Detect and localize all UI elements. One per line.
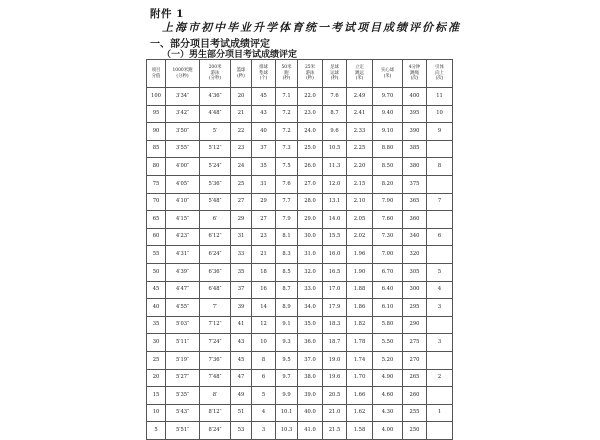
table-cell: 23 — [252, 228, 276, 246]
table-cell: 29 — [231, 211, 252, 229]
table-cell: 1.90 — [347, 263, 373, 281]
table-cell: 4′00″ — [166, 158, 200, 176]
table-row — [147, 281, 453, 299]
table-cell: 8′ — [200, 387, 231, 405]
table-cell: 22.0 — [298, 88, 323, 106]
table-cell: 18.7 — [323, 334, 347, 352]
table-cell: 8.3 — [276, 246, 298, 264]
table-cell: 4 — [427, 281, 453, 299]
column-header: 引体 向上 (次) — [427, 60, 453, 88]
table-cell: 6′12″ — [200, 228, 231, 246]
table-cell — [427, 211, 453, 229]
table-cell: 3′55″ — [166, 140, 200, 158]
table-cell: 2.10 — [347, 193, 373, 211]
table-cell: 8.9 — [276, 299, 298, 317]
column-header: 足球 运球 (秒) — [323, 60, 347, 88]
table-cell: 49 — [231, 387, 252, 405]
table-row — [147, 211, 453, 229]
table-cell: 8.5 — [276, 263, 298, 281]
table-cell: 3 — [427, 299, 453, 317]
table-cell: 7′48″ — [200, 369, 231, 387]
table-cell: 4′10″ — [166, 193, 200, 211]
table-cell: 45 — [231, 351, 252, 369]
table-cell: 5.20 — [373, 351, 403, 369]
table-cell: 25 — [231, 175, 252, 193]
table-cell: 16.5 — [323, 263, 347, 281]
table-cell: 3 — [427, 334, 453, 352]
column-header: 排球 垫球 (个) — [252, 60, 276, 88]
table-row — [147, 105, 453, 123]
table-cell: 5′27″ — [166, 369, 200, 387]
table-cell: 7.6 — [323, 88, 347, 106]
table-cell: 27.0 — [298, 175, 323, 193]
table-cell: 5′24″ — [200, 158, 231, 176]
table-cell: 27 — [231, 193, 252, 211]
table-cell: 1.74 — [347, 351, 373, 369]
table-cell: 9.7 — [276, 369, 298, 387]
score-cell: 25 — [147, 351, 166, 369]
table-cell: 13.1 — [323, 193, 347, 211]
table-cell: 7′36″ — [200, 351, 231, 369]
table-cell: 29 — [252, 193, 276, 211]
table-cell: 385 — [403, 140, 427, 158]
table-cell: 7.6 — [276, 175, 298, 193]
table-cell: 41 — [231, 316, 252, 334]
table-cell: 10.5 — [323, 140, 347, 158]
table-cell: 17.9 — [323, 299, 347, 317]
table-cell: 18 — [252, 263, 276, 281]
table-cell: 1.96 — [347, 246, 373, 264]
table-cell: 7.30 — [373, 228, 403, 246]
table-cell — [427, 246, 453, 264]
score-cell: 50 — [147, 263, 166, 281]
table-cell: 6.10 — [373, 299, 403, 317]
table-cell: 7.1 — [276, 88, 298, 106]
table-cell: 260 — [403, 387, 427, 405]
table-cell: 390 — [403, 123, 427, 141]
table-cell: 4′15″ — [166, 211, 200, 229]
score-cell: 70 — [147, 193, 166, 211]
table-cell: 37 — [231, 281, 252, 299]
table-cell — [427, 387, 453, 405]
table-cell: 4′36″ — [200, 88, 231, 106]
table-cell: 9.3 — [276, 334, 298, 352]
table-cell: 45 — [252, 88, 276, 106]
table-cell: 8.7 — [276, 281, 298, 299]
table-cell: 25.0 — [298, 140, 323, 158]
table-body — [147, 88, 453, 440]
table-cell: 10.3 — [276, 422, 298, 440]
table-cell: 28.0 — [298, 193, 323, 211]
table-cell: 7′24″ — [200, 334, 231, 352]
table-cell: 6.70 — [373, 263, 403, 281]
table-cell — [427, 351, 453, 369]
table-cell: 1.82 — [347, 316, 373, 334]
column-header: 200米 游泳 (分秒) — [200, 60, 231, 88]
table-row — [147, 369, 453, 387]
table-cell: 1.88 — [347, 281, 373, 299]
table-cell: 300 — [403, 281, 427, 299]
table-cell: 41.0 — [298, 422, 323, 440]
table-cell: 22 — [231, 123, 252, 141]
table-cell: 47 — [231, 369, 252, 387]
table-cell: 7′12″ — [200, 316, 231, 334]
table-cell: 20.5 — [323, 387, 347, 405]
attachment-label: 附件 1 — [150, 8, 184, 20]
table-cell: 18.3 — [323, 316, 347, 334]
table-row — [147, 228, 453, 246]
table-cell: 16.0 — [323, 246, 347, 264]
table-cell: 16 — [252, 281, 276, 299]
column-header: 篮球 (秒) — [231, 60, 252, 88]
table-cell: 7′ — [200, 299, 231, 317]
table-cell: 6 — [252, 369, 276, 387]
table-cell: 340 — [403, 228, 427, 246]
score-cell: 65 — [147, 211, 166, 229]
table-cell: 4.60 — [373, 387, 403, 405]
score-cell: 95 — [147, 105, 166, 123]
table-cell: 7 — [427, 193, 453, 211]
table-row — [147, 123, 453, 141]
table-cell: 290 — [403, 316, 427, 334]
table-cell — [427, 316, 453, 334]
table-cell: 2.49 — [347, 88, 373, 106]
table-cell: 9.40 — [373, 105, 403, 123]
table-cell: 380 — [403, 158, 427, 176]
table-row — [147, 299, 453, 317]
column-header: 1000米跑 (分秒) — [166, 60, 200, 88]
column-header: 4分钟 跳绳 (次) — [403, 60, 427, 88]
table-cell: 30.0 — [298, 228, 323, 246]
column-header: 实心球 (米) — [373, 60, 403, 88]
table-cell: 32.0 — [298, 263, 323, 281]
table-cell: 1.66 — [347, 387, 373, 405]
table-cell: 3′50″ — [166, 123, 200, 141]
table-cell: 8.80 — [373, 140, 403, 158]
table-cell: 5.80 — [373, 316, 403, 334]
table-cell: 270 — [403, 351, 427, 369]
table-cell: 8 — [252, 351, 276, 369]
table-cell: 26.0 — [298, 158, 323, 176]
table-row — [147, 88, 453, 106]
table-cell: 2.02 — [347, 228, 373, 246]
table-cell: 20 — [231, 88, 252, 106]
table-cell: 8 — [427, 158, 453, 176]
table-cell: 7.2 — [276, 123, 298, 141]
table-cell: 6′ — [200, 211, 231, 229]
table-cell: 365 — [403, 193, 427, 211]
table-cell: 33 — [231, 246, 252, 264]
table-cell: 4′05″ — [166, 175, 200, 193]
table-cell: 5′19″ — [166, 351, 200, 369]
table-cell: 4′47″ — [166, 281, 200, 299]
table-cell: 19.6 — [323, 369, 347, 387]
table-cell: 8′24″ — [200, 422, 231, 440]
table-cell: 1.62 — [347, 404, 373, 422]
table-cell: 295 — [403, 299, 427, 317]
table-cell: 8′12″ — [200, 404, 231, 422]
table-cell: 31 — [252, 175, 276, 193]
table-cell: 35 — [252, 158, 276, 176]
score-cell: 55 — [147, 246, 166, 264]
table-cell: 4′23″ — [166, 228, 200, 246]
table-cell: 5′36″ — [200, 175, 231, 193]
table-cell: 4′48″ — [200, 105, 231, 123]
table-cell: 6 — [427, 228, 453, 246]
table-cell: 27 — [252, 211, 276, 229]
table-cell: 395 — [403, 105, 427, 123]
table-cell: 5′51″ — [166, 422, 200, 440]
table-row — [147, 140, 453, 158]
table-cell: 23.0 — [298, 105, 323, 123]
table-cell: 5′03″ — [166, 316, 200, 334]
column-header: 50米 跑 (秒) — [276, 60, 298, 88]
table-cell — [427, 422, 453, 440]
table-cell: 2.25 — [347, 140, 373, 158]
score-table — [146, 59, 453, 440]
table-cell: 31 — [231, 228, 252, 246]
table-cell: 10 — [427, 105, 453, 123]
table-cell: 34.0 — [298, 299, 323, 317]
table-cell: 5′43″ — [166, 404, 200, 422]
score-cell: 100 — [147, 88, 166, 106]
table-cell: 9.70 — [373, 88, 403, 106]
table-cell: 1.86 — [347, 299, 373, 317]
table-cell: 8.20 — [373, 175, 403, 193]
table-cell: 39.0 — [298, 387, 323, 405]
table-cell: 11 — [427, 88, 453, 106]
table-cell: 12 — [252, 316, 276, 334]
score-cell: 35 — [147, 316, 166, 334]
table-cell: 275 — [403, 334, 427, 352]
table-cell: 5′35″ — [166, 387, 200, 405]
table-cell: 2.15 — [347, 175, 373, 193]
table-cell: 2.41 — [347, 105, 373, 123]
table-cell: 7.00 — [373, 246, 403, 264]
table-row — [147, 193, 453, 211]
table-cell: 10.1 — [276, 404, 298, 422]
table-cell: 1.70 — [347, 369, 373, 387]
table-row — [147, 404, 453, 422]
table-cell: 10 — [252, 334, 276, 352]
table-cell: 43 — [231, 334, 252, 352]
table-cell: 1 — [427, 404, 453, 422]
table-cell: 14 — [252, 299, 276, 317]
table-cell: 14.0 — [323, 211, 347, 229]
section-heading: 一、部分项目考试成绩评定 — [150, 39, 270, 50]
table-cell: 38.0 — [298, 369, 323, 387]
table-cell: 21.0 — [323, 404, 347, 422]
table-cell: 5.50 — [373, 334, 403, 352]
table-cell: 5′12″ — [200, 140, 231, 158]
table-cell: 37.0 — [298, 351, 323, 369]
table-cell: 39 — [231, 299, 252, 317]
table-cell: 3′42″ — [166, 105, 200, 123]
table-cell: 35 — [231, 263, 252, 281]
table-cell: 37 — [252, 140, 276, 158]
table-cell: 9.6 — [323, 123, 347, 141]
table-cell: 7.7 — [276, 193, 298, 211]
table-cell: 265 — [403, 369, 427, 387]
table-cell: 2 — [427, 369, 453, 387]
table-cell: 35.0 — [298, 316, 323, 334]
table-cell: 3′34″ — [166, 88, 200, 106]
table-cell: 6′36″ — [200, 263, 231, 281]
table-cell: 8.50 — [373, 158, 403, 176]
table-cell: 5 — [427, 263, 453, 281]
table-cell: 3 — [252, 422, 276, 440]
table-row — [147, 334, 453, 352]
score-cell: 30 — [147, 334, 166, 352]
score-cell: 10 — [147, 404, 166, 422]
table-cell: 9 — [427, 123, 453, 141]
table-cell: 320 — [403, 246, 427, 264]
table-cell: 7.60 — [373, 211, 403, 229]
table-row — [147, 422, 453, 440]
table-cell: 4 — [252, 404, 276, 422]
table-cell: 255 — [403, 404, 427, 422]
table-row — [147, 351, 453, 369]
table-cell: 9.10 — [373, 123, 403, 141]
table-cell: 40.0 — [298, 404, 323, 422]
table-row — [147, 158, 453, 176]
table-cell: 11.3 — [323, 158, 347, 176]
table-cell: 2.20 — [347, 158, 373, 176]
table-cell: 7.90 — [373, 193, 403, 211]
table-cell: 305 — [403, 263, 427, 281]
table-cell: 250 — [403, 422, 427, 440]
table-row — [147, 387, 453, 405]
table-cell: 1.58 — [347, 422, 373, 440]
table-cell: 15.5 — [323, 228, 347, 246]
table-cell: 7.2 — [276, 105, 298, 123]
table-cell: 4.00 — [373, 422, 403, 440]
table-cell: 17.0 — [323, 281, 347, 299]
table-cell: 21 — [252, 246, 276, 264]
table-cell: 36.0 — [298, 334, 323, 352]
score-cell: 40 — [147, 299, 166, 317]
table-cell: 23 — [231, 140, 252, 158]
table-cell: 19.0 — [323, 351, 347, 369]
table-cell: 7.3 — [276, 140, 298, 158]
table-cell: 4.90 — [373, 369, 403, 387]
table-cell: 53 — [231, 422, 252, 440]
table-row — [147, 316, 453, 334]
column-header: 25米 游泳 (秒) — [298, 60, 323, 88]
score-cell: 15 — [147, 387, 166, 405]
table-cell: 400 — [403, 88, 427, 106]
table-cell: 6.40 — [373, 281, 403, 299]
table-cell: 29.0 — [298, 211, 323, 229]
table-cell: 9.1 — [276, 316, 298, 334]
table-cell: 21.5 — [323, 422, 347, 440]
score-cell: 5 — [147, 422, 166, 440]
table-cell: 24 — [231, 158, 252, 176]
table-cell: 4′31″ — [166, 246, 200, 264]
table-cell: 375 — [403, 175, 427, 193]
score-cell: 20 — [147, 369, 166, 387]
table-cell: 51 — [231, 404, 252, 422]
table-cell: 43 — [252, 105, 276, 123]
score-cell: 75 — [147, 175, 166, 193]
score-cell: 85 — [147, 140, 166, 158]
table-cell: 33.0 — [298, 281, 323, 299]
table-cell: 40 — [252, 123, 276, 141]
table-row — [147, 263, 453, 281]
table-cell — [427, 175, 453, 193]
table-cell: 5 — [252, 387, 276, 405]
table-cell: 4.30 — [373, 404, 403, 422]
table-cell: 21 — [231, 105, 252, 123]
table-cell: 24.0 — [298, 123, 323, 141]
table-cell: 4′55″ — [166, 299, 200, 317]
score-cell: 90 — [147, 123, 166, 141]
table-cell: 8.1 — [276, 228, 298, 246]
table-cell: 7.9 — [276, 211, 298, 229]
table-row — [147, 175, 453, 193]
table-cell: 6′48″ — [200, 281, 231, 299]
table-cell: 7.5 — [276, 158, 298, 176]
table-cell: 5′11″ — [166, 334, 200, 352]
table-cell: 8.7 — [323, 105, 347, 123]
table-cell: 2.33 — [347, 123, 373, 141]
column-header: 立定 跳远 (米) — [347, 60, 373, 88]
table-row — [147, 246, 453, 264]
table-cell: 9.5 — [276, 351, 298, 369]
table-cell: 31.0 — [298, 246, 323, 264]
subsection-heading: （一）男生部分项目考试成绩评定 — [162, 50, 298, 60]
table-cell: 2.05 — [347, 211, 373, 229]
score-cell: 60 — [147, 228, 166, 246]
table-cell: 6′24″ — [200, 246, 231, 264]
score-cell: 80 — [147, 158, 166, 176]
table-cell: 9.9 — [276, 387, 298, 405]
table-cell — [427, 140, 453, 158]
table-cell: 12.0 — [323, 175, 347, 193]
score-cell: 45 — [147, 281, 166, 299]
table-cell: 360 — [403, 211, 427, 229]
column-header: 项目 分值 — [147, 60, 166, 88]
table-cell: 4′39″ — [166, 263, 200, 281]
table-cell: 1.78 — [347, 334, 373, 352]
table-cell: 5′48″ — [200, 193, 231, 211]
table-header-row — [147, 60, 453, 88]
document-title: 上海市初中毕业升学体育统一考试项目成绩评价标准 — [162, 21, 461, 34]
table-cell: 5′ — [200, 123, 231, 141]
